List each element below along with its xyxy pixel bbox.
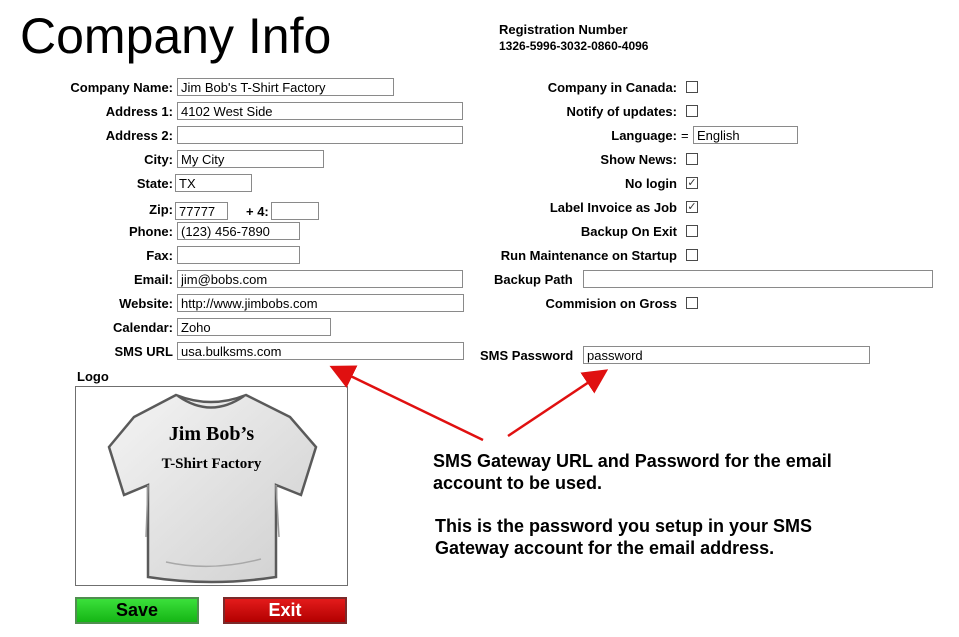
language-label: Language:: [611, 128, 677, 143]
exit-button[interactable]: Exit: [223, 597, 347, 624]
plus4-label: + 4:: [246, 204, 269, 219]
logo-line2: T-Shirt Factory: [161, 456, 262, 472]
website-label: Website:: [119, 296, 173, 311]
sms-password-label: SMS Password: [480, 348, 574, 363]
state-label: State:: [136, 176, 173, 191]
sms-url-label: SMS URL: [114, 344, 173, 359]
run-maintenance-label: Run Maintenance on Startup: [500, 248, 677, 263]
check-icon: ✓: [687, 201, 697, 213]
logo-line1: Jim Bob’s: [168, 423, 255, 445]
show-news-label: Show News:: [600, 152, 677, 167]
company-in-canada-label: Company in Canada:: [547, 80, 677, 95]
registration-label: Registration Number: [499, 22, 628, 37]
label-invoice-job-label: Label Invoice as Job: [549, 200, 677, 215]
email-label: Email:: [133, 272, 173, 287]
phone-label: Phone:: [128, 224, 173, 239]
arrow-to-sms-url: [334, 368, 483, 440]
company-name-label: Company Name:: [70, 80, 173, 95]
backup-on-exit-label: Backup On Exit: [580, 224, 677, 239]
backup-path-label: Backup Path: [494, 272, 573, 287]
check-icon: ✓: [687, 177, 697, 189]
annotation-line2: account to be used.: [433, 473, 603, 493]
annotation-line4: Gateway account for the email address.: [435, 538, 775, 558]
annotation-line1: SMS Gateway URL and Password for the email: [433, 451, 832, 471]
logo-label: Logo: [77, 369, 109, 384]
language-prefix: =: [681, 128, 689, 143]
address1-label: Address 1:: [105, 104, 173, 119]
calendar-label: Calendar:: [113, 320, 173, 335]
city-label: City:: [144, 152, 173, 167]
arrow-to-sms-password: [508, 372, 604, 436]
save-button[interactable]: Save: [75, 597, 199, 624]
notify-updates-label: Notify of updates:: [566, 104, 677, 119]
no-login-label: No login: [625, 176, 677, 191]
annotation-line3: This is the password you setup in your SMS: [435, 516, 813, 536]
commission-gross-label: Commision on Gross: [545, 296, 677, 311]
registration-number: 1326-5996-3032-0860-4096: [499, 39, 649, 53]
fax-label: Fax:: [146, 248, 173, 263]
zip-label: Zip:: [149, 202, 173, 217]
page-title: Company Info: [20, 8, 332, 64]
address2-label: Address 2:: [105, 128, 173, 143]
